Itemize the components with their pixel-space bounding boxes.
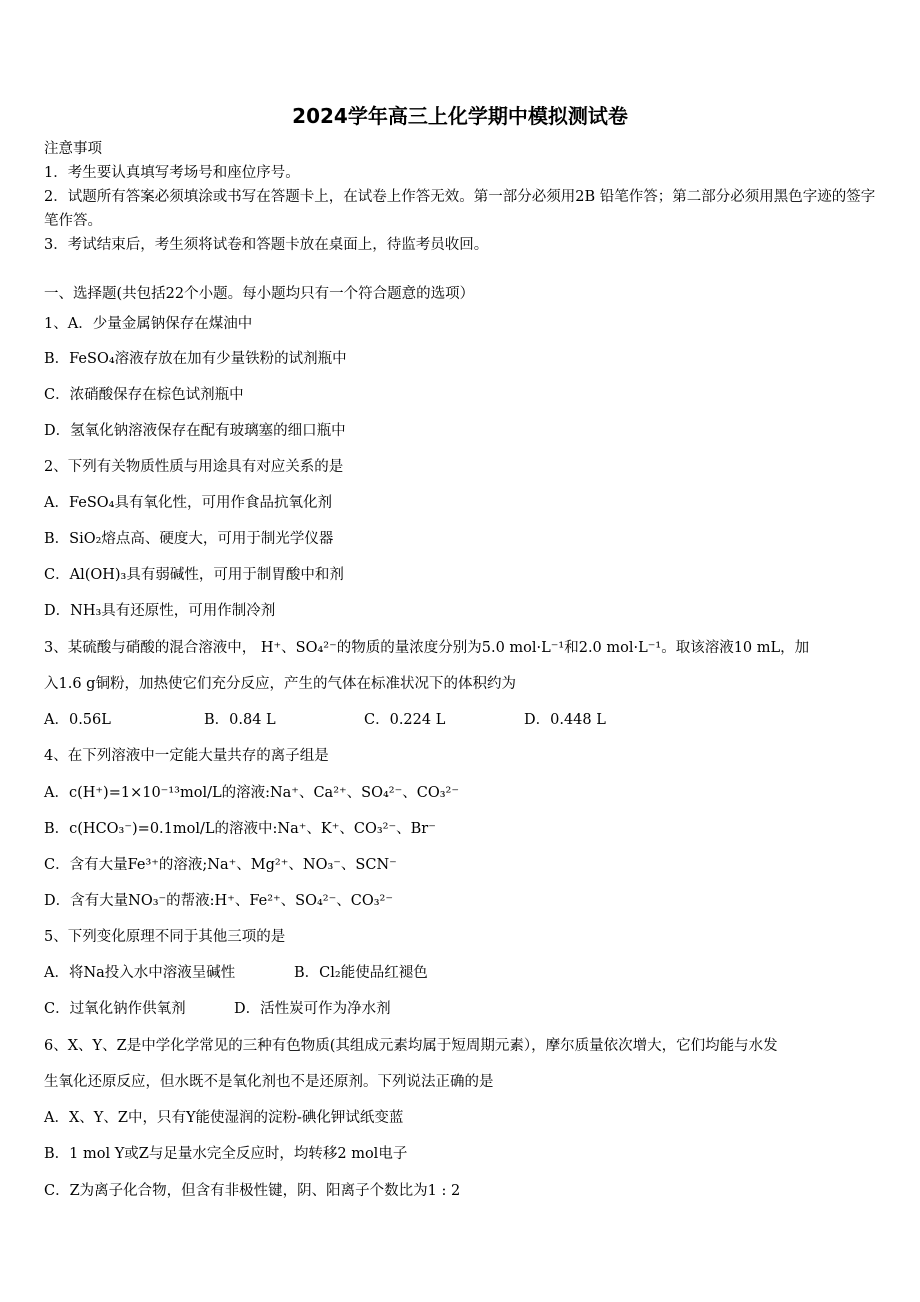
q5-options-cd: [44, 1000, 882, 1018]
q1-option-d: D．氢氧化钠溶液保存在配有玻璃塞的细口瓶中: [44, 423, 346, 439]
q4-option-b: B．c(HCO₃⁻)=0.1mol/L的溶液中:Na⁺、K⁺、CO₃²⁻、Br⁻: [44, 821, 436, 837]
q4-option-c: C．含有大量Fe³⁺的溶液;Na⁺、Mg²⁺、NO₃⁻、SCN⁻: [44, 857, 397, 873]
q5-option-b: B．Cl₂能使品红褪色: [294, 965, 428, 981]
q3-option-a: A．0.56L: [44, 712, 111, 728]
q1-option-b: B．FeSO₄溶液存放在加有少量铁粉的试剂瓶中: [44, 351, 347, 367]
notice-item-2: 2．试题所有答案必须填涂或书写在答题卡上，在试卷上作答无效。第一部分必须用2B 铅笔作答；第二部分必须用黑色字迹的签字笔作答。: [44, 189, 876, 229]
section-heading: 一、选择题(共包括22个小题。每小题均只有一个符合题意的选项）: [44, 286, 475, 302]
q2-option-d: D．NH₃具有还原性，可用作制冷剂: [44, 603, 276, 619]
q6-option-c: C．Z为离子化合物，但含有非极性键，阴、阳离子个数比为1 : 2: [44, 1183, 461, 1199]
q2-option-a: A．FeSO₄具有氧化性，可用作食品抗氧化剂: [44, 495, 332, 511]
q6-option-a: A．X、Y、Z中，只有Y能使湿润的淀粉-碘化钾试纸变蓝: [44, 1110, 404, 1126]
q5-options-ab: [44, 964, 882, 982]
q2-option-b: B．SiO₂熔点高、硬度大，可用于制光学仪器: [44, 531, 334, 547]
q3-option-b: B．0.84 L: [204, 712, 276, 728]
q4-option-d: D．含有大量NO₃⁻的帮液:H⁺、Fe²⁺、SO₄²⁻、CO₃²⁻: [44, 893, 394, 909]
q1-option-c: C．浓硝酸保存在棕色试剂瓶中: [44, 387, 244, 403]
q5-option-a: A．将Na投入水中溶液呈碱性: [44, 965, 236, 981]
q3-stem-line-2: 入1.6 g铜粉，加热使它们充分反应，产生的气体在标准状况下的体积约为: [44, 676, 516, 692]
q6-option-b: B．1 mol Y或Z与足量水完全反应时，均转移2 mol电子: [44, 1146, 408, 1162]
q6-stem-line-1: 6、X、Y、Z是中学化学常见的三种有色物质(其组成元素均属于短周期元素），摩尔质量依次增大，它们均能与水发: [44, 1038, 778, 1054]
notice-item-3: 3．考试结束后，考生须将试卷和答题卡放在桌面上，待监考员收回。: [44, 237, 489, 253]
q2-stem: 2、下列有关物质性质与用途具有对应关系的是: [44, 459, 344, 475]
q4-option-a: A．c(H⁺)=1×10⁻¹³mol/L的溶液:Na⁺、Ca²⁺、SO₄²⁻、CO₃²⁻: [44, 785, 460, 801]
q3-option-d: D．0.448 L: [524, 712, 606, 728]
q3-options: [44, 711, 882, 729]
q2-option-c: C．Al(OH)₃具有弱碱性，可用于制胃酸中和剂: [44, 567, 344, 583]
notice-heading: 注意事项: [44, 141, 102, 157]
notice-item-1: 1．考生要认真填写考场号和座位序号。: [44, 165, 300, 181]
q5-stem: 5、下列变化原理不同于其他三项的是: [44, 929, 286, 945]
q5-option-d: D．活性炭可作为净水剂: [234, 1001, 391, 1017]
page-title: 2024学年高三上化学期中模拟测试卷: [292, 104, 628, 128]
q4-stem: 4、在下列溶液中一定能大量共存的离子组是: [44, 748, 329, 764]
q1-option-a: 1、A．少量金属钠保存在煤油中: [44, 316, 253, 332]
q6-stem-line-2: 生氧化还原反应，但水既不是氧化剂也不是还原剂。下列说法正确的是: [44, 1074, 494, 1090]
q5-option-c: C．过氧化钠作供氧剂: [44, 1001, 186, 1017]
q3-option-c: C．0.224 L: [364, 712, 446, 728]
q3-stem-line-1: 3、某硫酸与硝酸的混合溶液中， H⁺、SO₄²⁻的物质的量浓度分别为5.0 mol·L⁻¹和2.0 mol·L⁻¹。取该溶液10 mL，加: [44, 640, 810, 656]
